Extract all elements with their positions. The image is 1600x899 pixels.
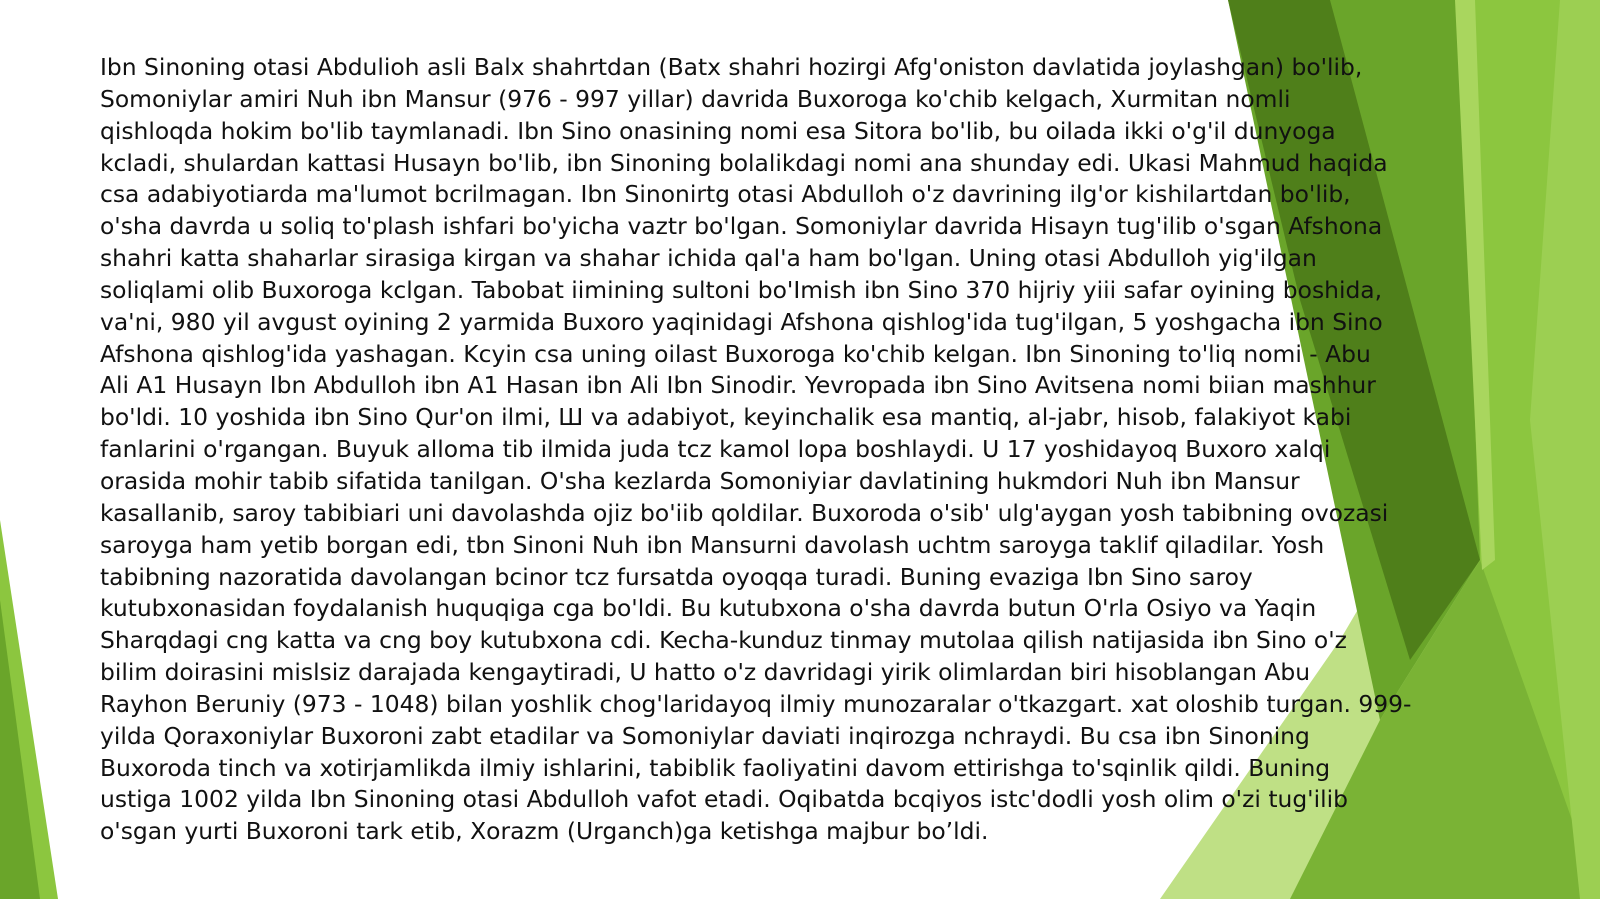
body-paragraph: Ibn Sinoning otasi Abdulioh asli Balx shahrtdan (Batx shahri hozirgi Afg'oniston davlatida joylashgan) bo'lib, Somoniylar amiri Nuh ibn Mansur (976 - 997 yillar) davrida Buxoroga ko'chib kelgach, Xurmitan nomli qishloqda hokim bo'lib taymlanadi. Ibn Sino onasining nomi esa Sitora bo'lib, bu oilada ikki o'g'il dunyoga kcladi, shulardan kattasi Husayn bo'lib, ibn Sinoning bolalikdagi nomi ana shunday edi. Ukasi Mahmud haqida csa adabiyotiarda ma'lumot bcrilmagan. Ibn Sinonirtg otasi Abdulloh o'z davrining ilg'or kishilartdan bo'lib, o'sha davrda u soliq to'plash ishfari bo'yicha vaztr bo'lgan. Somoniylar davrida Hisayn tug'ilib o'sgan Afshona shahri katta shaharlar sirasiga kirgan va shahar ichida qal'a ham bo'lgan. Uning otasi Abdulloh yig'ilgan soliqlami olib Buxoroga kclgan. Tabobat iimining sultoni bo'Imish ibn Sino 370 hijriy yiii safar oyining boshida, va'ni, 980 yil avgust oyining 2 yarmida Buxoro yaqinidagi Afshona qishlog'ida tug'ilgan, 5 yoshgacha ibn Sino Afshona qishlog'ida yashagan. Kcyin csa uning oilast Buxoroga ko'chib kelgan. Ibn Sinoning to'liq nomi - Abu Ali A1 Husayn Ibn Abdulloh ibn A1 Hasan ibn Ali Ibn Sinodir. Yevropada ibn Sino Avitsena nomi biian mashhur bo'ldi. 10 yoshida ibn Sino Qur'on ilmi, Ш va adabiyot, keyinchalik esa mantiq, al-jabr, hisob, falakiyot kabi fanlarini o'rgangan. Buyuk alloma tib ilmida juda tcz kamol lopa boshlaydi. U 17 yoshidayoq Buxoro xalqi orasida mohir tabib sifatida tanilgan. O'sha kezlarda Somoniyiar davlatining hukmdori Nuh ibn Mansur kasallanib, saroy tabibiari uni davolashda ojiz bo'iib qoldilar. Buxoroda o'sib' ulg'aygan yosh tabibning ovozasi saroyga ham yetib borgan edi, tbn Sinoni Nuh ibn Mansurni davolash uchtm saroyga taklif qiladilar. Yosh tabibning nazoratida davolangan bcinor tcz fursatda oyoqqa turadi. Buning evaziga Ibn Sino saroy kutubxonasidan foydalanish huquqiga cga bo'ldi. Bu kutubxona o'sha davrda butun O'rla Osiyo va Yaqin Sharqdagi cng katta va cng boy kutubxona cdi. Kecha-kunduz tinmay mutolaa qilish natijasida ibn Sino o'z bilim doirasini mislsiz darajada kengaytiradi, U hatto o'z davridagi yirik olimlardan biri hisoblangan Abu Rayhon Beruniy (973 - 1048) bilan yoshlik chog'laridayoq ilmiy munozaralar o'tkazgart. xat oloshib turgan. 999- yilda Qoraxoniylar Buxoroni zabt etadilar va Somoniylar daviati inqirozga nchraydi. Bu csa ibn Sinoning Buxoroda tinch va xotirjamlikda ilmiy ishlarini, tabiblik faoliyatini davom ettirishga to'sqinlik qildi. Buning ustiga 1002 yilda Ibn Sinoning otasi Abdulloh vafot etadi. Oqibatda bcqiyos istc'dodli yosh olim o'zi tug'ilib o'sgan yurti Buxoroni tark etib, Xorazm (Urganch)ga ketishga majbur bo’ldi.	[100, 53, 1412, 846]
